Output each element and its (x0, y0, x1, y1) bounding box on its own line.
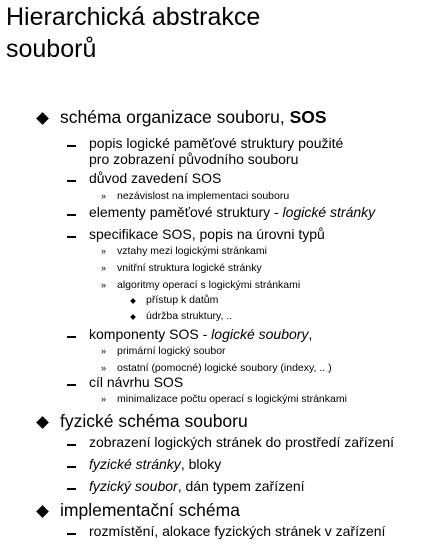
item-popis-line1: popis logické paměťové struktury použité (89, 135, 344, 151)
item-fyzicky-soubor: fyzický soubor, dán typem zařízení (89, 478, 305, 494)
item-elementy: elementy paměťové struktury - logické stránky (89, 204, 376, 220)
chevron-marker-icon: » (101, 191, 107, 201)
item-nezavislost: nezávislost na implementaci souboru (117, 190, 290, 202)
item-cil-sub: minimalizace počtu operací s logickými stránkami (117, 393, 347, 405)
dash-icon (67, 466, 76, 468)
dash-icon (67, 533, 76, 535)
item-implementacni-schema: implementační schéma (60, 500, 240, 520)
item-cil: cíl návrhu SOS (89, 374, 184, 390)
dash-icon (67, 180, 76, 182)
bullet-diamond-icon (36, 505, 49, 518)
item-duvod: důvod zavedení SOS (89, 170, 222, 186)
chevron-marker-icon: » (101, 363, 107, 373)
bullet-small-diamond-icon (130, 298, 136, 304)
title-line-2: souborů (6, 35, 97, 63)
bullet-diamond-icon (36, 416, 49, 429)
dash-icon (67, 444, 76, 446)
item-spec-sub-2: vnitřní struktura logické stránky (117, 262, 262, 274)
dash-icon (67, 145, 76, 147)
chevron-marker-icon: » (101, 263, 107, 273)
title-line-1: Hierarchická abstrakce (6, 3, 261, 31)
slide-title (6, 1, 406, 65)
item-rozmisteni: rozmístění, alokace fyzických stránek v zařízení (89, 523, 386, 539)
item-spec-sub-3: algoritmy operací s logickými stránkami (117, 279, 301, 291)
item-spec-sub-1: vztahy mezi logickými stránkami (117, 245, 267, 257)
chevron-marker-icon: » (101, 280, 107, 290)
sos-abbrev: SOS (289, 107, 327, 127)
item-zobrazeni: zobrazení logických stránek do prostředí zařízení (89, 434, 395, 450)
item-fyzicke-schema: fyzické schéma souboru (60, 411, 248, 431)
dash-icon (67, 336, 76, 338)
bullet-small-diamond-icon (130, 314, 136, 320)
item-komp-sub-1: primární logický soubor (117, 345, 226, 357)
dash-icon (67, 214, 76, 216)
bullet-diamond-icon (36, 112, 49, 125)
chevron-marker-icon: » (101, 394, 107, 404)
item-specifikace: specifikace SOS, popis na úrovni typů (89, 226, 325, 242)
item-popis-line2: pro zobrazení původního souboru (89, 151, 299, 167)
item-komp-sub-2: ostatní (pomocné) logické soubory (indexy, .. ) (117, 362, 332, 374)
item-schema-organizace: schéma organizace souboru, SOS (60, 107, 327, 127)
item-fyzicke-stranky: fyzické stránky, bloky (89, 456, 222, 472)
dash-icon (67, 236, 76, 238)
chevron-marker-icon: » (101, 346, 107, 356)
item-komponenty: komponenty SOS - logické soubory, (89, 326, 313, 342)
dash-icon (67, 488, 76, 490)
chevron-marker-icon: » (101, 246, 107, 256)
item-udrzba: údržba struktury, .. (146, 310, 233, 322)
dash-icon (67, 384, 76, 386)
item-pristup: přístup k datům (146, 294, 219, 306)
